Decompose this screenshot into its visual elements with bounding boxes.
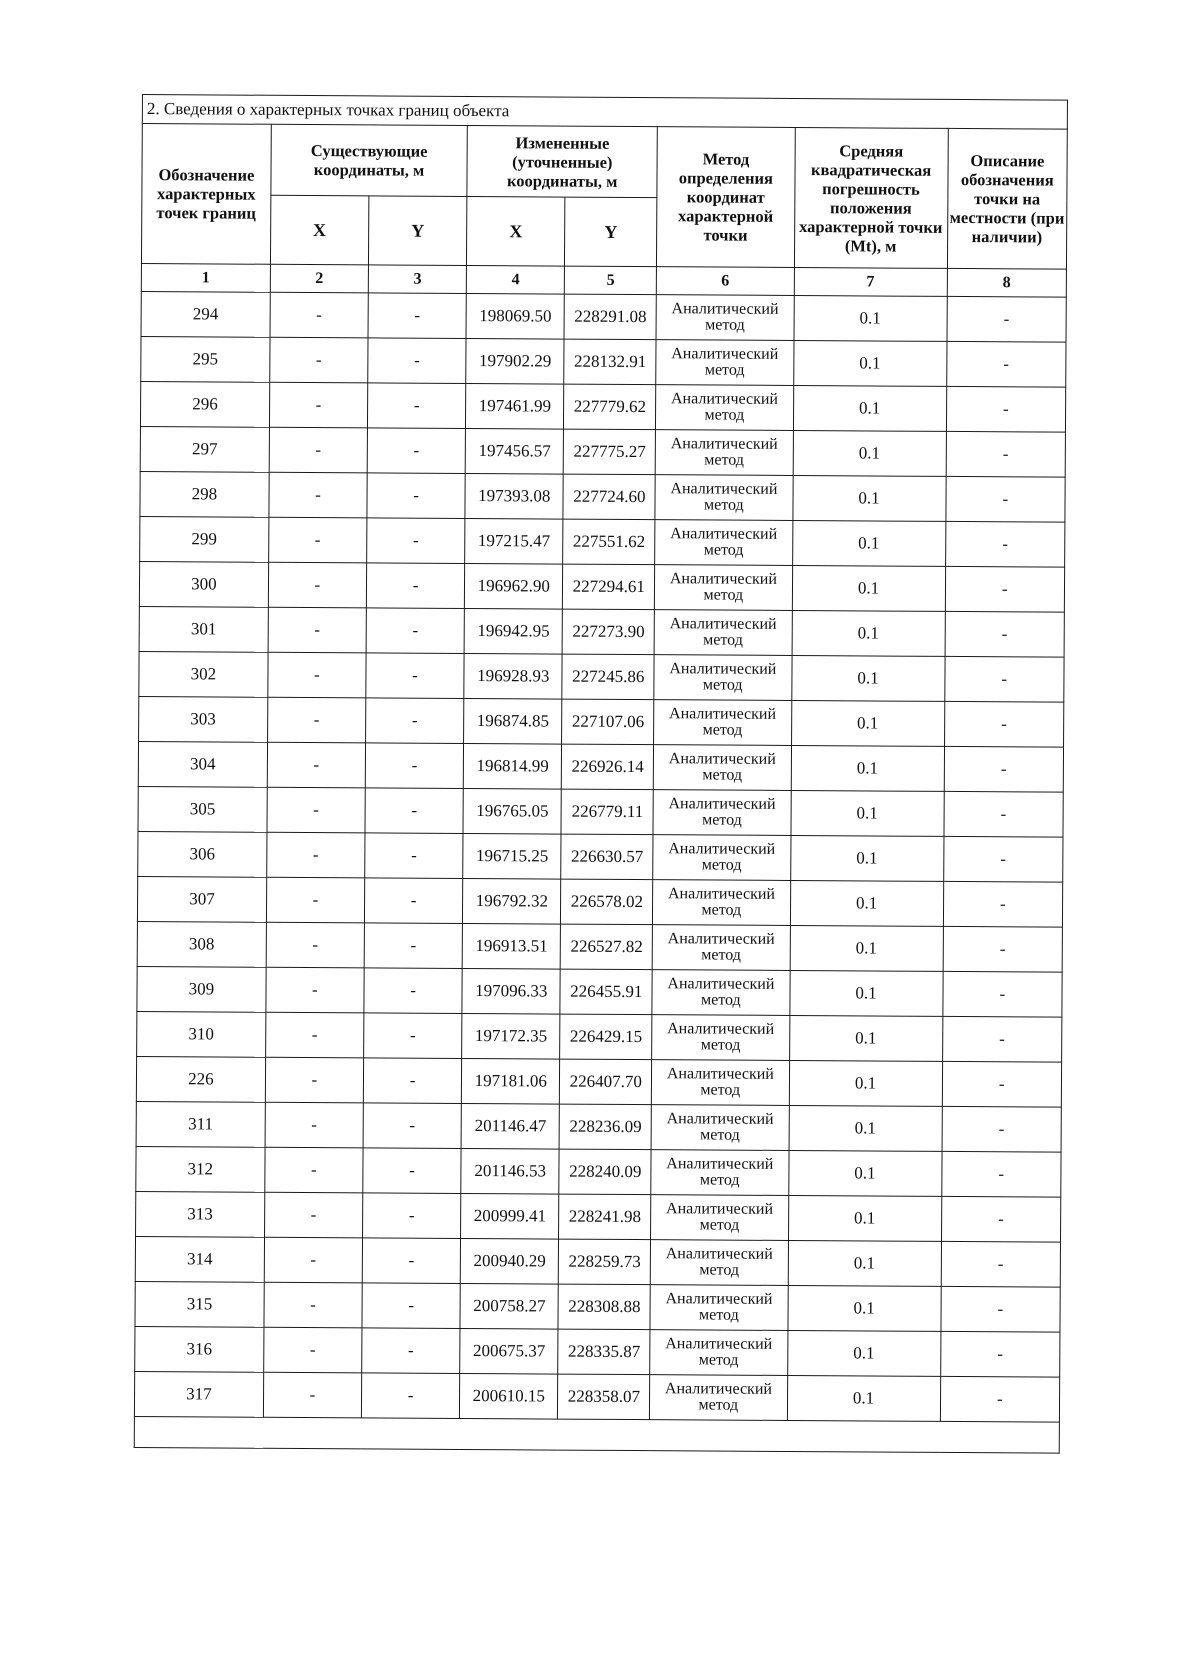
header-changed-x: X — [467, 196, 566, 266]
header-changed-coords: Измененные (уточненные) координаты, м — [467, 125, 657, 197]
existing-y-cell: - — [364, 878, 462, 924]
changed-x-cell: 200610.15 — [460, 1373, 558, 1419]
method-line1: Аналитический — [669, 660, 777, 678]
existing-x-cell: - — [267, 697, 365, 743]
existing-x-cell: - — [268, 562, 366, 608]
mean-error-cell: 0.1 — [792, 475, 945, 521]
existing-y-cell: - — [367, 383, 465, 429]
method-line1: Аналитический — [667, 930, 775, 948]
mean-error-cell: 0.1 — [794, 295, 947, 341]
changed-y-cell: 228291.08 — [564, 294, 656, 340]
existing-x-cell: - — [267, 742, 365, 788]
method-line2: метод — [703, 631, 743, 649]
method-line2: метод — [698, 1396, 739, 1414]
table-row — [139, 561, 1064, 612]
point-cell: 313 — [136, 1191, 265, 1237]
method-line1: Аналитический — [666, 1200, 774, 1218]
existing-y-cell: - — [367, 473, 465, 519]
table-row — [138, 831, 1063, 882]
point-cell: 226 — [136, 1056, 265, 1102]
changed-x-cell: 196814.99 — [463, 743, 561, 789]
changed-x-cell: 201146.53 — [461, 1148, 559, 1194]
description-cell: - — [943, 926, 1063, 972]
changed-x-cell: 197461.99 — [466, 383, 564, 429]
method-line1: Аналитический — [666, 1110, 774, 1128]
method-cell — [656, 295, 794, 341]
header-point-designation: Обозначение характерных точек границ — [141, 124, 271, 265]
method-line1: Аналитический — [669, 570, 777, 588]
method-cell — [650, 1240, 788, 1286]
existing-y-cell: - — [367, 518, 465, 564]
method-line1: Аналитический — [667, 975, 775, 993]
point-cell: 303 — [139, 696, 268, 742]
method-line2: метод — [703, 541, 744, 559]
method-line2: метод — [703, 496, 744, 514]
existing-y-cell: - — [362, 1238, 460, 1284]
changed-y-cell: 228335.87 — [558, 1329, 650, 1375]
header-existing-y: Y — [368, 196, 467, 266]
point-cell: 307 — [137, 876, 266, 922]
method-line2: метод — [700, 991, 741, 1009]
description-cell: - — [942, 971, 1062, 1017]
method-line1: Аналитический — [670, 480, 778, 498]
mean-error-cell: 0.1 — [789, 1060, 942, 1106]
method-line1: Аналитический — [666, 1065, 774, 1083]
description-cell: - — [944, 746, 1064, 792]
description-cell: - — [941, 1241, 1061, 1287]
method-line2: метод — [701, 856, 742, 874]
description-cell: - — [944, 791, 1064, 837]
existing-y-cell: - — [365, 833, 463, 879]
changed-y-cell: 227107.06 — [562, 699, 654, 745]
method-cell — [655, 520, 793, 566]
description-cell: - — [945, 521, 1065, 567]
changed-y-cell: 226527.82 — [561, 924, 653, 970]
method-line1: Аналитический — [668, 840, 776, 858]
method-cell — [650, 1330, 788, 1376]
method-line2: метод — [705, 316, 745, 334]
point-cell: 315 — [135, 1281, 264, 1327]
method-line1: Аналитический — [671, 345, 779, 363]
column-number: 7 — [794, 267, 947, 296]
table-row — [136, 1146, 1061, 1197]
column-number: 5 — [565, 266, 657, 295]
existing-y-cell: - — [362, 1283, 460, 1329]
point-cell: 299 — [140, 516, 269, 562]
table-row — [140, 381, 1065, 432]
method-line2: метод — [702, 766, 743, 784]
description-cell: - — [945, 476, 1065, 522]
method-cell — [656, 385, 794, 431]
method-line2: метод — [702, 676, 743, 694]
method-cell — [654, 610, 792, 656]
column-number: 8 — [947, 268, 1067, 297]
existing-y-cell: - — [368, 338, 466, 384]
changed-x-cell: 198069.50 — [466, 293, 564, 339]
mean-error-cell: 0.1 — [792, 565, 945, 611]
existing-x-cell: - — [264, 1237, 362, 1283]
changed-x-cell: 197096.33 — [462, 968, 560, 1014]
table-footer-row — [134, 1416, 1059, 1453]
method-line1: Аналитический — [666, 1155, 774, 1173]
method-cell — [655, 475, 793, 521]
header-existing-coords: Существующие координаты, м — [271, 124, 468, 196]
existing-x-cell: - — [266, 877, 364, 923]
method-line2: метод — [699, 1306, 739, 1324]
column-number: 1 — [141, 263, 270, 292]
table-row — [137, 1011, 1062, 1062]
existing-y-cell: - — [368, 293, 466, 339]
method-cell — [656, 340, 794, 386]
table-row — [138, 786, 1063, 837]
table-row — [141, 291, 1066, 342]
point-cell: 305 — [138, 786, 267, 832]
description-cell: - — [944, 656, 1064, 702]
boundary-points-table — [134, 94, 1068, 1454]
point-cell: 294 — [141, 291, 270, 337]
point-cell: 298 — [140, 471, 269, 517]
existing-x-cell: - — [263, 1372, 361, 1418]
description-cell: - — [940, 1376, 1060, 1422]
method-cell — [651, 1105, 789, 1151]
description-cell: - — [945, 611, 1065, 657]
changed-x-cell: 200999.41 — [461, 1193, 559, 1239]
table-row — [140, 516, 1065, 567]
mean-error-cell: 0.1 — [788, 1195, 941, 1241]
mean-error-cell: 0.1 — [790, 880, 943, 926]
mean-error-cell: 0.1 — [787, 1375, 940, 1421]
mean-error-cell: 0.1 — [788, 1150, 941, 1196]
changed-y-cell: 226455.91 — [560, 969, 652, 1015]
method-line1: Аналитический — [665, 1290, 773, 1308]
existing-y-cell: - — [363, 1103, 461, 1149]
column-number: 2 — [270, 264, 368, 293]
method-line2: метод — [698, 1351, 739, 1369]
changed-x-cell: 197215.47 — [465, 518, 563, 564]
method-line1: Аналитический — [669, 615, 777, 633]
mean-error-cell: 0.1 — [787, 1285, 940, 1331]
method-line2: метод — [699, 1261, 740, 1279]
mean-error-cell: 0.1 — [790, 925, 943, 971]
table-row — [137, 966, 1062, 1017]
description-cell: - — [943, 881, 1063, 927]
existing-x-cell: - — [265, 1012, 363, 1058]
existing-x-cell: - — [266, 922, 364, 968]
table-row — [135, 1236, 1060, 1287]
changed-y-cell: 228240.09 — [559, 1149, 651, 1195]
table-row — [136, 1101, 1061, 1152]
existing-y-cell: - — [363, 1058, 461, 1104]
method-line2: метод — [700, 1036, 741, 1054]
existing-x-cell: - — [265, 1102, 363, 1148]
method-cell — [654, 700, 792, 746]
changed-y-cell: 227775.27 — [564, 429, 656, 475]
changed-y-cell: 226429.15 — [560, 1014, 652, 1060]
method-line1: Аналитический — [669, 705, 777, 723]
changed-x-cell: 196765.05 — [463, 788, 561, 834]
table-row — [139, 651, 1064, 702]
point-cell: 309 — [137, 966, 266, 1012]
point-cell: 302 — [139, 651, 268, 697]
description-cell: - — [944, 701, 1064, 747]
method-line1: Аналитический — [670, 435, 778, 453]
method-line1: Аналитический — [667, 1020, 775, 1038]
existing-y-cell: - — [364, 1013, 462, 1059]
table-body — [134, 291, 1066, 1422]
method-line1: Аналитический — [670, 390, 779, 408]
method-cell — [653, 745, 791, 791]
existing-x-cell: - — [269, 382, 367, 428]
method-cell — [652, 925, 790, 971]
table-row — [140, 426, 1065, 477]
existing-y-cell: - — [364, 968, 462, 1014]
method-line1: Аналитический — [665, 1245, 773, 1263]
table-row — [139, 696, 1064, 747]
changed-x-cell: 200758.27 — [460, 1283, 558, 1329]
point-cell: 312 — [136, 1146, 265, 1192]
changed-y-cell: 228308.88 — [558, 1284, 650, 1330]
changed-x-cell: 201146.47 — [461, 1103, 559, 1149]
changed-x-cell: 200940.29 — [460, 1238, 558, 1284]
description-cell: - — [943, 836, 1063, 882]
changed-y-cell: 228259.73 — [559, 1239, 651, 1285]
description-cell: - — [942, 1106, 1062, 1152]
table-row — [135, 1326, 1060, 1377]
changed-x-cell: 200675.37 — [460, 1328, 558, 1374]
method-cell — [651, 1195, 789, 1241]
table-row — [136, 1056, 1061, 1107]
mean-error-cell: 0.1 — [793, 430, 946, 476]
changed-x-cell: 197172.35 — [462, 1013, 560, 1059]
point-cell: 314 — [135, 1236, 264, 1282]
existing-y-cell: - — [366, 563, 464, 609]
method-cell — [653, 835, 791, 881]
method-cell — [652, 1060, 790, 1106]
existing-x-cell: - — [265, 1057, 363, 1103]
changed-y-cell: 228132.91 — [564, 339, 656, 385]
existing-x-cell: - — [264, 1282, 362, 1328]
method-cell — [652, 970, 790, 1016]
description-cell: - — [946, 431, 1066, 477]
method-cell — [650, 1375, 788, 1421]
method-line2: метод — [702, 721, 743, 739]
changed-x-cell: 196913.51 — [462, 923, 560, 969]
point-cell: 295 — [141, 336, 270, 382]
column-number: 3 — [368, 265, 466, 294]
existing-x-cell: - — [270, 337, 368, 383]
changed-y-cell: 227724.60 — [563, 474, 655, 520]
existing-x-cell: - — [267, 787, 365, 833]
method-line2: метод — [703, 586, 744, 604]
method-line2: метод — [704, 451, 745, 469]
method-cell — [655, 565, 793, 611]
existing-x-cell: - — [265, 1147, 363, 1193]
description-cell: - — [946, 341, 1066, 387]
column-number: 6 — [657, 267, 794, 296]
point-cell: 311 — [136, 1101, 265, 1147]
mean-error-cell: 0.1 — [793, 340, 946, 386]
changed-y-cell: 227294.61 — [563, 564, 655, 610]
method-cell — [650, 1285, 788, 1331]
changed-x-cell: 197393.08 — [465, 473, 563, 519]
description-cell: - — [942, 1016, 1062, 1062]
changed-y-cell: 226407.70 — [560, 1059, 652, 1105]
method-line2: метод — [704, 361, 745, 379]
method-cell — [653, 880, 791, 926]
mean-error-cell: 0.1 — [789, 970, 942, 1016]
mean-error-cell: 0.1 — [790, 790, 943, 836]
header-mean-error: Средняя квадратическая погрешность положения характерной точки (Mt), м — [794, 127, 948, 268]
changed-x-cell: 196962.90 — [465, 563, 563, 609]
description-cell: - — [946, 386, 1066, 432]
method-cell — [653, 790, 791, 836]
changed-x-cell: 196715.25 — [463, 833, 561, 879]
header-description: Описание обозначения точки на местности (при наличии) — [947, 128, 1067, 269]
mean-error-cell: 0.1 — [793, 385, 946, 431]
section-title: 2. Сведения о характерных точках границ объекта — [142, 95, 1067, 130]
method-line1: Аналитический — [671, 300, 779, 318]
changed-y-cell: 228358.07 — [558, 1374, 650, 1420]
point-cell: 306 — [138, 831, 267, 877]
changed-y-cell: 226578.02 — [561, 879, 653, 925]
point-cell: 297 — [140, 426, 269, 472]
changed-x-cell: 197902.29 — [466, 338, 564, 384]
changed-y-cell: 228241.98 — [559, 1194, 651, 1240]
header-method: Метод определения координат характерной точки — [657, 127, 795, 268]
description-cell: - — [945, 566, 1065, 612]
existing-y-cell: - — [367, 428, 465, 474]
description-cell: - — [940, 1331, 1060, 1377]
table-row — [136, 1191, 1061, 1242]
changed-y-cell: 227245.86 — [562, 654, 654, 700]
method-line2: метод — [700, 1126, 740, 1144]
table-row — [139, 606, 1064, 657]
existing-x-cell: - — [264, 1192, 362, 1238]
mean-error-cell: 0.1 — [789, 1015, 942, 1061]
method-line2: метод — [702, 811, 742, 829]
mean-error-cell: 0.1 — [791, 655, 944, 701]
existing-x-cell: - — [264, 1327, 362, 1373]
method-cell — [652, 1015, 790, 1061]
method-line2: метод — [700, 1081, 741, 1099]
changed-x-cell: 196928.93 — [464, 653, 562, 699]
footer-empty-cell — [134, 1416, 1059, 1453]
existing-x-cell: - — [266, 967, 364, 1013]
existing-x-cell: - — [268, 517, 366, 563]
table-row — [141, 336, 1066, 387]
mean-error-cell: 0.1 — [790, 835, 943, 881]
point-cell: 300 — [139, 561, 268, 607]
changed-x-cell: 196792.32 — [463, 878, 561, 924]
changed-x-cell: 196942.95 — [464, 608, 562, 654]
method-cell — [651, 1150, 789, 1196]
method-line2: метод — [699, 1171, 740, 1189]
method-line2: метод — [699, 1216, 740, 1234]
mean-error-cell: 0.1 — [789, 1105, 942, 1151]
table-row — [140, 471, 1065, 522]
changed-x-cell: 197181.06 — [462, 1058, 560, 1104]
changed-y-cell: 227273.90 — [562, 609, 654, 655]
existing-x-cell: - — [270, 292, 368, 338]
changed-y-cell: 227779.62 — [564, 384, 656, 430]
point-cell: 310 — [137, 1011, 266, 1057]
method-line2: метод — [701, 901, 742, 919]
mean-error-cell: 0.1 — [792, 610, 945, 656]
existing-y-cell: - — [363, 1193, 461, 1239]
point-cell: 304 — [138, 741, 267, 787]
description-cell: - — [941, 1151, 1061, 1197]
existing-y-cell: - — [361, 1373, 459, 1419]
mean-error-cell: 0.1 — [788, 1240, 941, 1286]
header-existing-x: X — [270, 195, 369, 265]
existing-x-cell: - — [268, 607, 366, 653]
existing-y-cell: - — [366, 608, 464, 654]
existing-y-cell: - — [365, 743, 463, 789]
description-cell: - — [941, 1196, 1061, 1242]
header-changed-y: Y — [565, 197, 657, 267]
mean-error-cell: 0.1 — [792, 520, 945, 566]
method-line1: Аналитический — [665, 1335, 773, 1353]
existing-x-cell: - — [269, 472, 367, 518]
existing-x-cell: - — [269, 427, 367, 473]
table-row — [138, 741, 1063, 792]
changed-y-cell: 226779.11 — [561, 789, 653, 835]
method-line2: метод — [704, 406, 745, 424]
method-line1: Аналитический — [664, 1380, 773, 1398]
table-row — [137, 876, 1062, 927]
existing-x-cell: - — [267, 832, 365, 878]
existing-y-cell: - — [363, 1148, 461, 1194]
point-cell: 317 — [134, 1371, 263, 1417]
existing-x-cell: - — [268, 652, 366, 698]
method-cell — [654, 655, 792, 701]
method-line2: метод — [701, 946, 742, 964]
existing-y-cell: - — [366, 698, 464, 744]
table-row — [137, 921, 1062, 972]
point-cell: 296 — [140, 381, 269, 427]
point-cell: 316 — [135, 1326, 264, 1372]
method-line1: Аналитический — [670, 525, 778, 543]
changed-x-cell: 196874.85 — [464, 698, 562, 744]
point-cell: 301 — [139, 606, 268, 652]
description-cell: - — [942, 1061, 1062, 1107]
method-line1: Аналитический — [668, 750, 776, 768]
existing-y-cell: - — [362, 1328, 460, 1374]
table-row — [135, 1281, 1060, 1332]
changed-y-cell: 227551.62 — [563, 519, 655, 565]
changed-y-cell: 228236.09 — [559, 1104, 651, 1150]
mean-error-cell: 0.1 — [787, 1330, 940, 1376]
existing-y-cell: - — [365, 788, 463, 834]
changed-y-cell: 226926.14 — [562, 744, 654, 790]
method-line1: Аналитический — [668, 795, 776, 813]
method-line1: Аналитический — [667, 885, 776, 903]
document-page — [134, 94, 1068, 1454]
mean-error-cell: 0.1 — [791, 700, 944, 746]
mean-error-cell: 0.1 — [791, 745, 944, 791]
existing-y-cell: - — [366, 653, 464, 699]
existing-y-cell: - — [364, 923, 462, 969]
table-row — [134, 1371, 1059, 1422]
method-cell — [655, 430, 793, 476]
changed-x-cell: 197456.57 — [465, 428, 563, 474]
column-number: 4 — [466, 265, 564, 294]
description-cell: - — [947, 296, 1067, 342]
point-cell: 308 — [137, 921, 266, 967]
description-cell: - — [941, 1286, 1061, 1332]
changed-y-cell: 226630.57 — [561, 834, 653, 880]
